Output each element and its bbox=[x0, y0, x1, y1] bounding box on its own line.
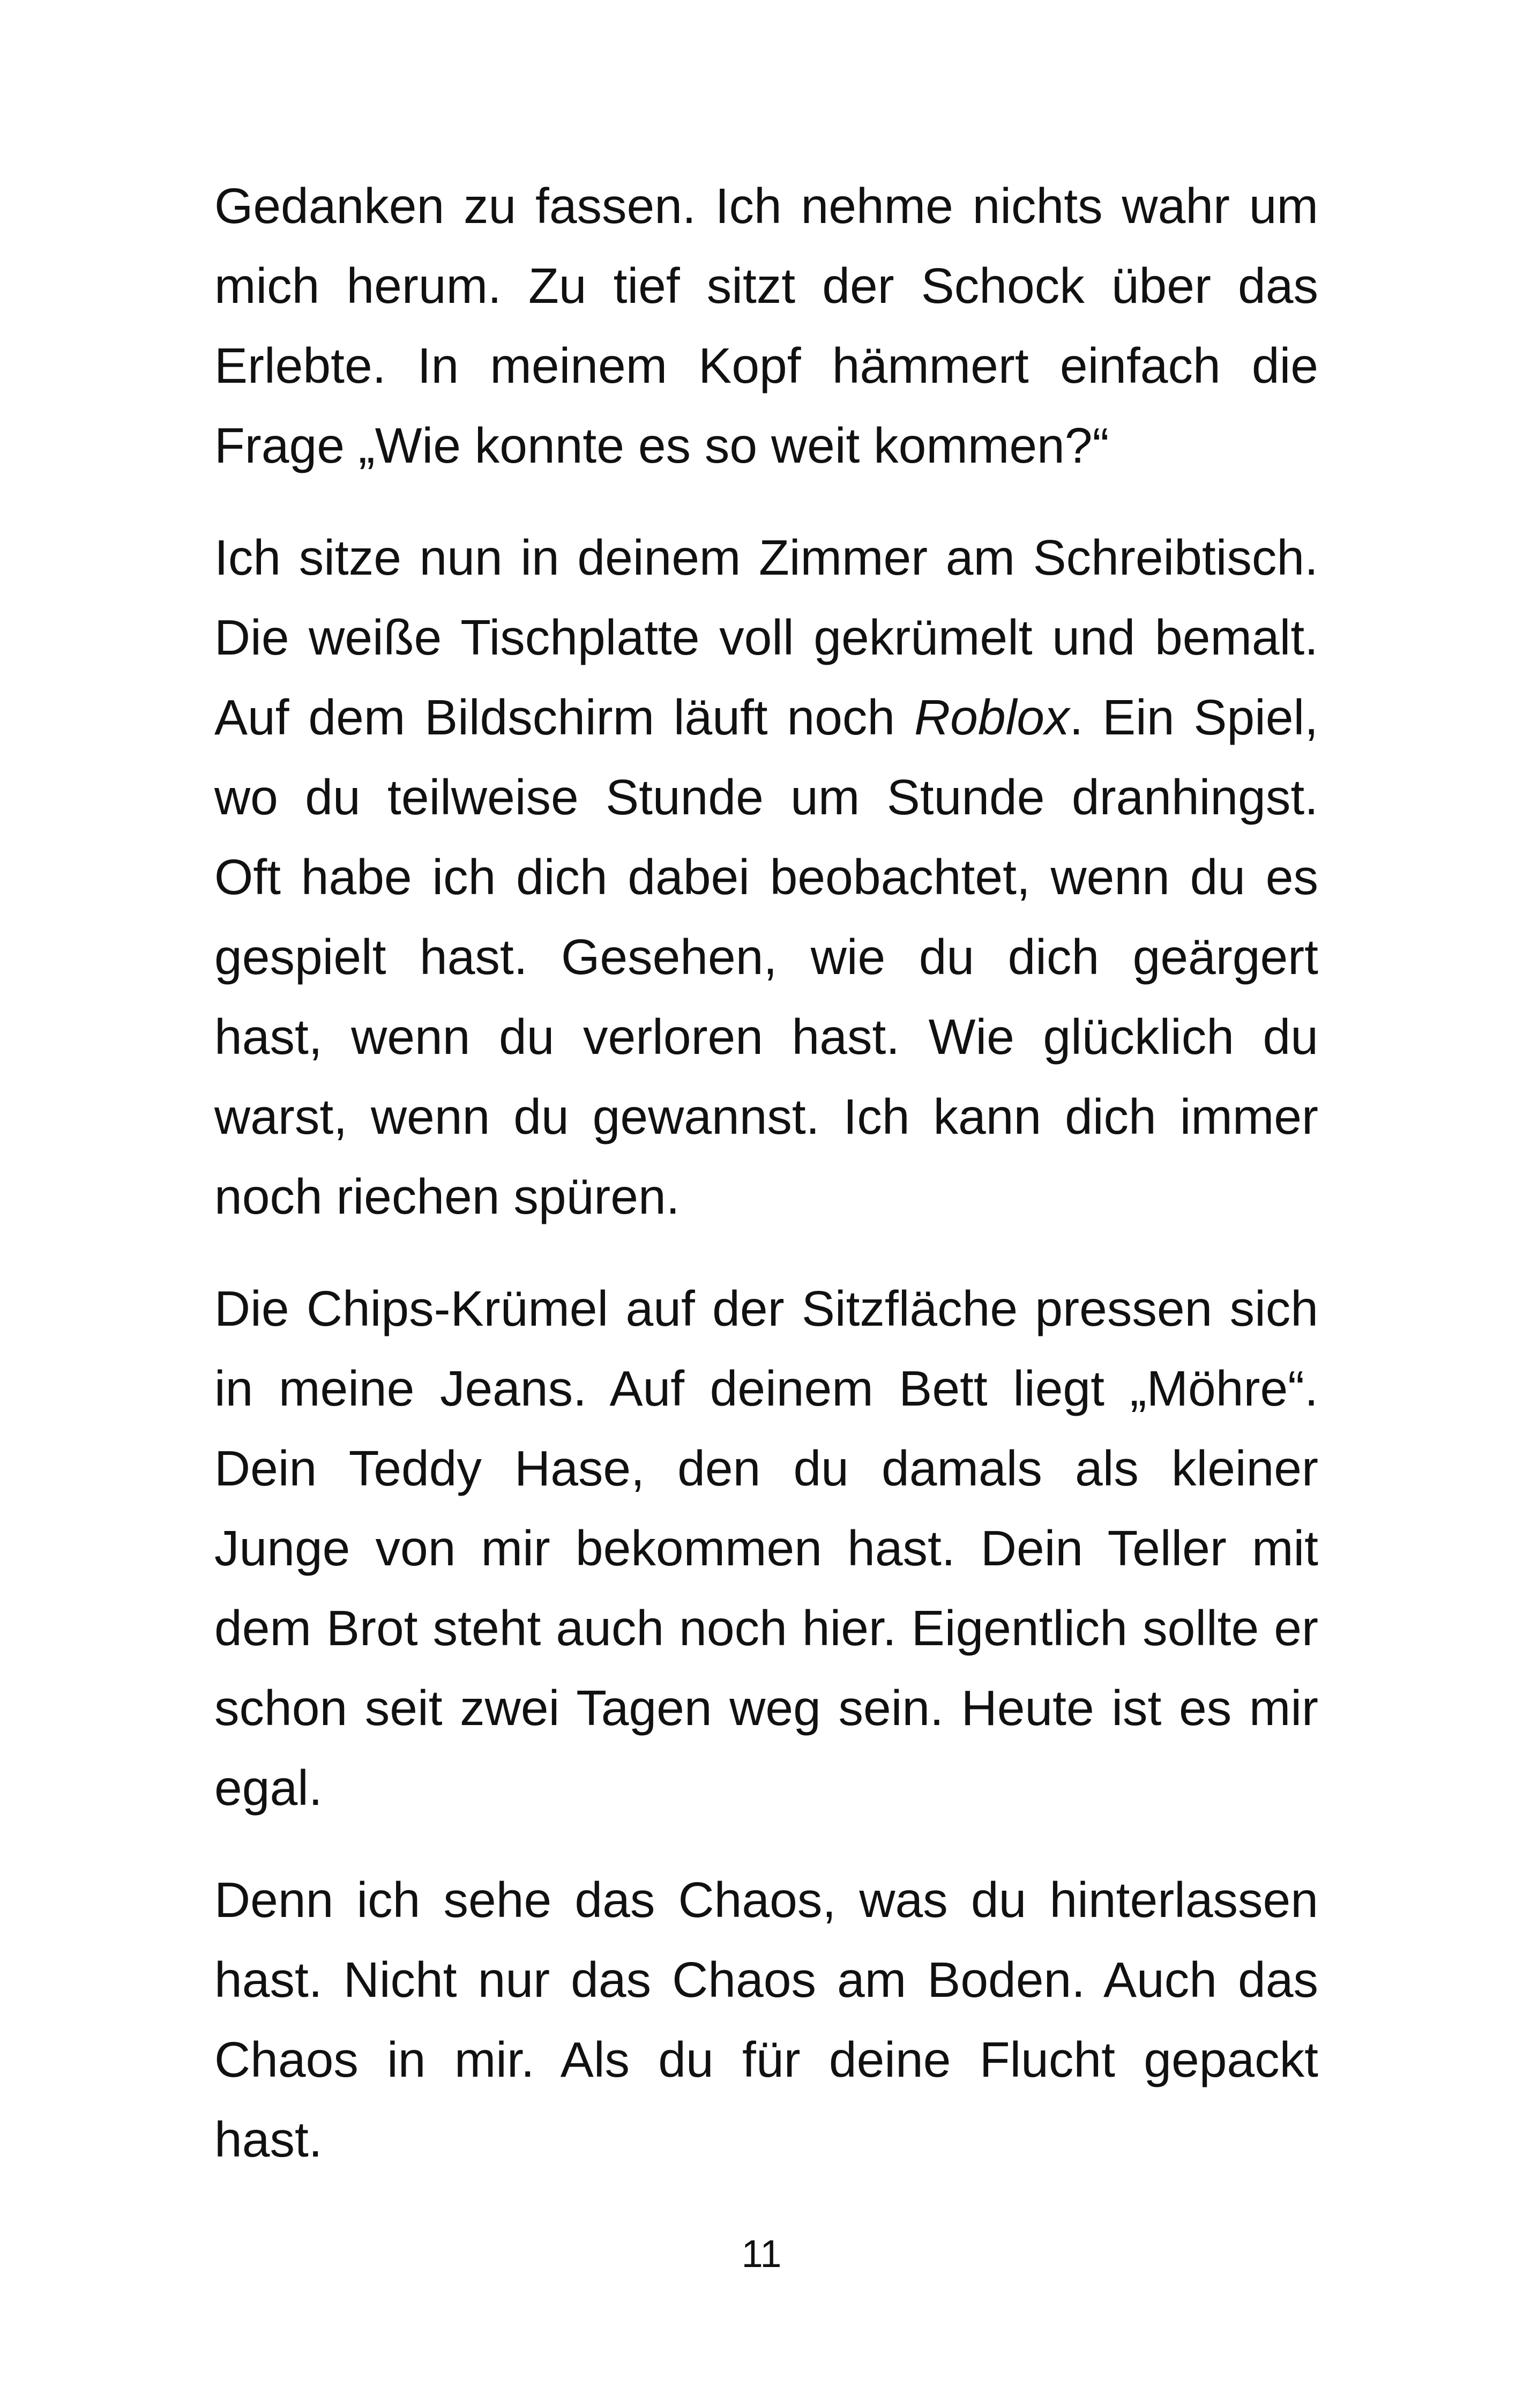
paragraph-4: Denn ich sehe das Chaos, was du hinterlassen hast. Nicht nur das Chaos am Boden. Auch das Chaos in mir. Als du für deine Flucht gepackt hast. bbox=[214, 1872, 1318, 2167]
paragraph-2-text-after: . Ein Spiel, wo du teilweise Stunde um Stunde dranhingst. Oft habe ich dich dabei beobachtet, wenn du es gespielt hast. Gesehen, wie du dich geärgert hast, wenn du verloren hast. Wie glücklich du warst, wenn du gewannst. Ich kann dich immer noch riechen spüren. bbox=[214, 689, 1318, 1224]
paragraph-2 bbox=[214, 518, 1318, 1237]
paragraph-1: Gedanken zu fassen. Ich nehme nichts wahr um mich herum. Zu tief sitzt der Schock über das Erlebte. In meinem Kopf hämmert einfach die Frage „Wie konnte es so weit kommen?“ bbox=[214, 178, 1318, 473]
page-number: 11 bbox=[741, 2233, 782, 2276]
game-title-italic: Roblox bbox=[914, 689, 1070, 745]
paragraph-2-text-before: Ich sitze nun in deinem Zimmer am Schreibtisch. Die weiße Tischplatte voll gekrümelt und bemalt. Auf dem Bildschirm läuft noch bbox=[214, 530, 1318, 745]
paragraph-3: Die Chips-Krümel auf der Sitzfläche pressen sich in meine Jeans. Auf deinem Bett liegt „Möhre“. Dein Teddy Hase, den du damals als kleiner Junge von mir bekommen hast. Dein Teller mit dem Brot steht auch noch hier. Eigentlich sollte er schon seit zwei Tagen weg sein. Heute ist es mir egal. bbox=[214, 1281, 1318, 1816]
body-text bbox=[214, 166, 1318, 2212]
